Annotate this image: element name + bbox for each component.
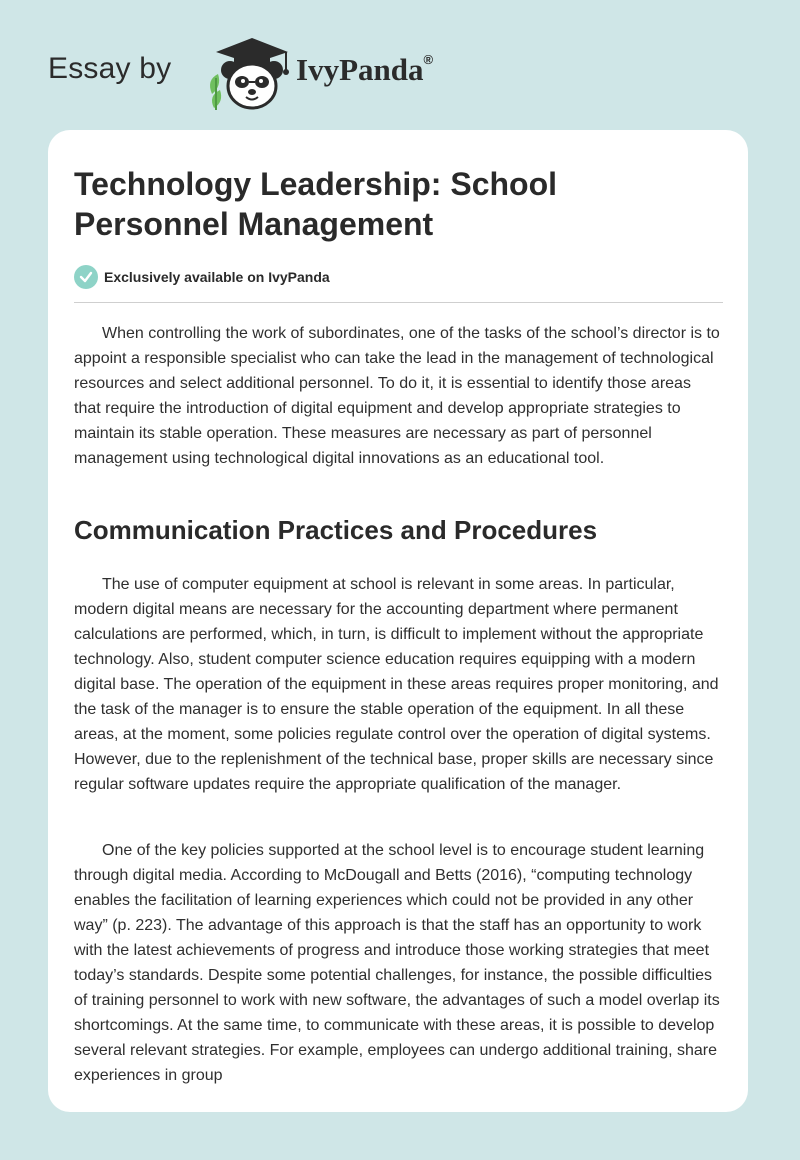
check-icon — [74, 265, 98, 289]
registered-mark: ® — [423, 52, 434, 67]
section-heading: Communication Practices and Procedures — [74, 515, 598, 545]
paragraph-body-2: One of the key policies supported at the school level is to encourage student learning through digital media. According to McDougall and Betts (2016), “computing technology enables the facilitation of learning experiences which could not be provided in any other way” (p. 223). The advantage of this approach is that the staff has an opportunity to work with the latest achievements of progress and introduce those working strategies that meet today’s standards. Despite some potential challenges, for instance, the possible difficulties of training personnel to work with new software, the advantages of such a model overlap its shortcomings. At the same time, to communicate with these areas, it is possible to develop several relevant strategies. For example, employees can undergo additional training, share experiences in group — [74, 842, 720, 1084]
page-title: Technology Leadership: School Personnel Management — [74, 166, 558, 242]
essay-card — [48, 130, 748, 1112]
essay-by-label: Essay by — [48, 52, 172, 85]
brand-name[interactable]: IvyPanda® — [296, 52, 434, 87]
site-header — [48, 34, 548, 114]
exclusive-badge-label: Exclusively available on IvyPanda — [104, 269, 330, 285]
panda-logo-icon[interactable] — [202, 34, 294, 112]
divider — [74, 302, 723, 303]
paragraph-intro: When controlling the work of subordinates, one of the tasks of the school’s director is to appoint a responsible specialist who can take the lead in the management of technological resources and select additional personnel. To do it, it is essential to identify those areas that require the introduction of digital equipment and develop appropriate strategies to maintain its stable operation. These measures are necessary as part of personnel management using technological digital innovations as an educational tool. — [74, 325, 720, 467]
exclusive-badge — [74, 264, 330, 290]
paragraph-body-1: The use of computer equipment at school is relevant in some areas. In particular, modern digital means are necessary for the accounting department where permanent calculations are performed, which, in turn, is difficult to implement without the appropriate technology. Also, student computer science education requires equipping with a modern digital base. The operation of the equipment in these areas requires proper monitoring, and the task of the manager is to ensure the stable operation of the equipment. In all these areas, at the moment, some policies regulate control over the operation of digital systems. However, due to the replenishment of the technical base, proper skills are necessary since regular software updates require the appropriate qualification of the manager. — [74, 576, 719, 793]
